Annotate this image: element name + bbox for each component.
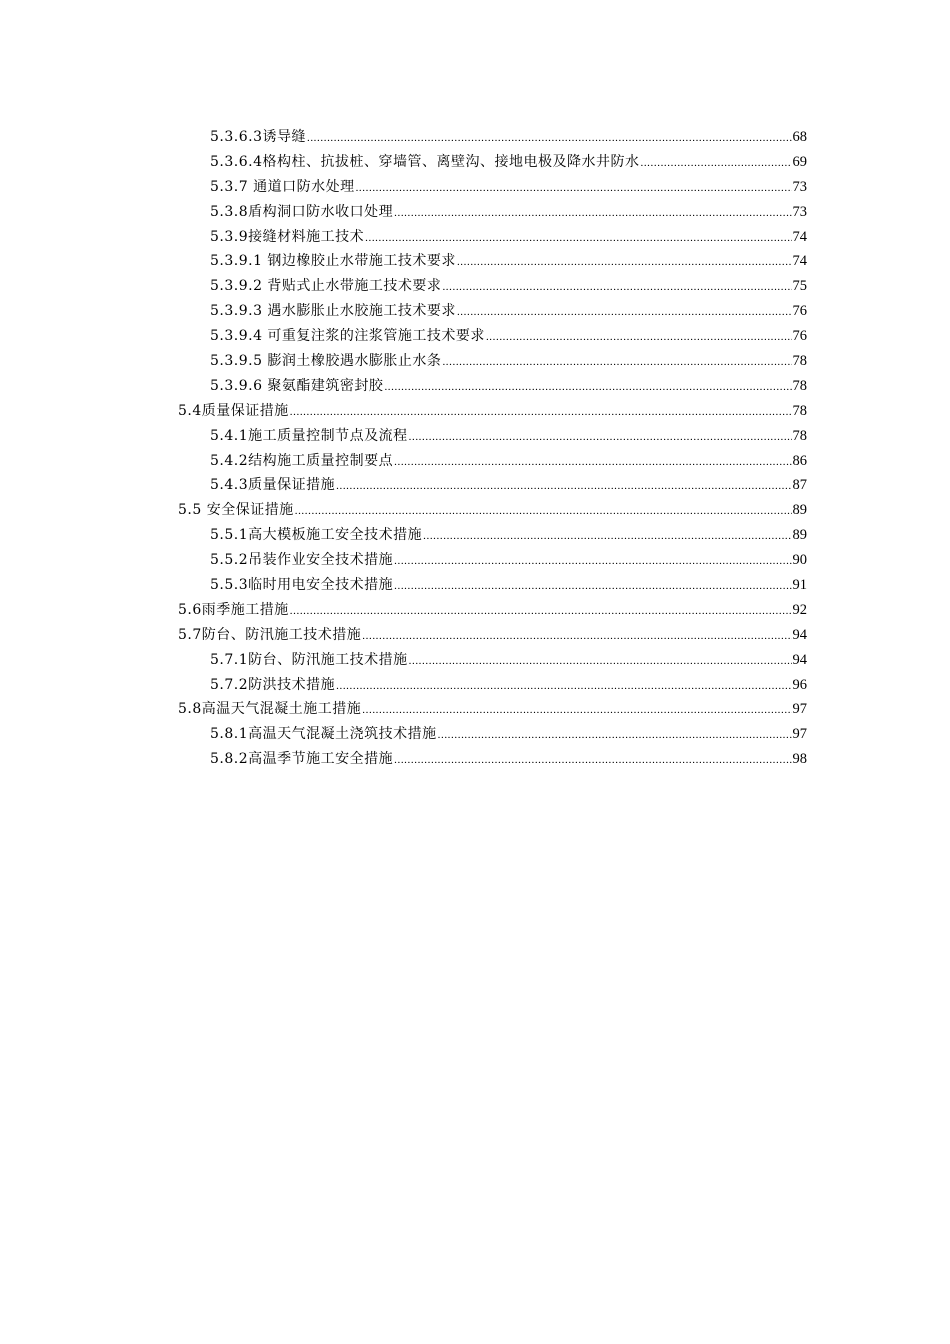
toc-entry-title: 5.3.9.2 背贴式止水带施工技术要求 bbox=[210, 278, 442, 295]
toc-entry-page-number: 69 bbox=[792, 153, 807, 170]
toc-entry-title: 5.3.6.4格构柱、抗拔桩、穿墙管、离壁沟、接地电极及降水井防水 bbox=[210, 153, 640, 170]
toc-entry-title: 5.4.3质量保证措施 bbox=[210, 477, 336, 494]
toc-entry-title: 5.8高温天气混凝土施工措施 bbox=[178, 701, 362, 718]
toc-entry[interactable] bbox=[178, 623, 807, 648]
toc-entry[interactable] bbox=[178, 399, 807, 424]
toc-entry-page-number: 78 bbox=[792, 427, 807, 444]
toc-entry[interactable] bbox=[178, 498, 807, 523]
toc-entry-page-number: 74 bbox=[792, 253, 807, 270]
toc-entry-title: 5.8.1高温天气混凝土浇筑技术措施 bbox=[210, 726, 437, 743]
toc-entry[interactable] bbox=[178, 598, 807, 623]
toc-entry-page-number: 98 bbox=[792, 751, 807, 768]
toc-dot-leader bbox=[290, 599, 792, 624]
toc-entry-title: 5.3.7 通道口防水处理 bbox=[210, 178, 355, 195]
toc-dot-leader bbox=[336, 474, 791, 499]
toc-dot-leader bbox=[442, 350, 791, 375]
toc-entry-page-number: 86 bbox=[792, 452, 807, 469]
toc-entry-title: 5.7防台、防汛施工技术措施 bbox=[178, 626, 362, 643]
toc-dot-leader bbox=[457, 250, 792, 275]
toc-entry[interactable] bbox=[178, 722, 807, 747]
toc-dot-leader bbox=[442, 275, 791, 300]
toc-dot-leader bbox=[394, 748, 791, 773]
toc-entry[interactable] bbox=[178, 449, 807, 474]
toc-entry-title: 5.3.9.3 遇水膨胀止水胶施工技术要求 bbox=[210, 303, 456, 320]
toc-entry[interactable] bbox=[178, 697, 807, 722]
toc-entry-title: 5.5.3临时用电安全技术措施 bbox=[210, 577, 394, 594]
toc-entry-title: 5.3.9.5 膨润土橡胶遇水膨胀止水条 bbox=[210, 353, 442, 370]
toc-entry[interactable] bbox=[178, 548, 807, 573]
toc-entry[interactable] bbox=[178, 424, 807, 449]
toc-entry-title: 5.5.1高大模板施工安全技术措施 bbox=[210, 527, 423, 544]
toc-entry-page-number: 73 bbox=[792, 203, 807, 220]
toc-entry-page-number: 73 bbox=[792, 178, 807, 195]
toc-entry-page-number: 76 bbox=[792, 303, 807, 320]
toc-dot-leader bbox=[409, 425, 792, 450]
toc-entry-title: 5.6雨季施工措施 bbox=[178, 601, 289, 618]
toc-entry-page-number: 89 bbox=[792, 527, 807, 544]
toc-dot-leader bbox=[290, 400, 792, 425]
toc-dot-leader bbox=[438, 723, 792, 748]
toc-dot-leader bbox=[394, 201, 791, 226]
toc-entry-title: 5.5.2吊装作业安全技术措施 bbox=[210, 552, 394, 569]
toc-dot-leader bbox=[394, 574, 791, 599]
toc-entry-title: 5.3.9.6 聚氨酯建筑密封胶 bbox=[210, 377, 384, 394]
toc-entry-title: 5.8.2高温季节施工安全措施 bbox=[210, 751, 394, 768]
toc-entry-title: 5.4.1施工质量控制节点及流程 bbox=[210, 427, 408, 444]
toc-entry[interactable] bbox=[178, 175, 807, 200]
toc-entry[interactable] bbox=[178, 473, 807, 498]
toc-entry-page-number: 74 bbox=[792, 228, 807, 245]
toc-dot-leader bbox=[640, 151, 791, 176]
toc-entry-page-number: 94 bbox=[792, 651, 807, 668]
toc-entry-page-number: 75 bbox=[792, 278, 807, 295]
toc-entry-page-number: 89 bbox=[792, 502, 807, 519]
toc-entry-page-number: 78 bbox=[792, 377, 807, 394]
toc-entry[interactable] bbox=[178, 349, 807, 374]
toc-entry[interactable] bbox=[178, 648, 807, 673]
toc-entry-page-number: 78 bbox=[792, 402, 807, 419]
toc-entry-page-number: 97 bbox=[792, 726, 807, 743]
toc-entry-page-number: 97 bbox=[792, 701, 807, 718]
toc-entry-title: 5.5 安全保证措施 bbox=[178, 502, 294, 519]
toc-dot-leader bbox=[457, 300, 792, 325]
toc-dot-leader bbox=[336, 674, 791, 699]
toc-dot-leader bbox=[362, 624, 791, 649]
toc-entry-page-number: 87 bbox=[792, 477, 807, 494]
toc-dot-leader bbox=[307, 126, 792, 151]
toc-entry-title: 5.7.1防台、防汛施工技术措施 bbox=[210, 651, 408, 668]
toc-dot-leader bbox=[356, 176, 792, 201]
toc-entry[interactable] bbox=[178, 249, 807, 274]
toc-dot-leader bbox=[365, 226, 791, 251]
toc-entry-page-number: 68 bbox=[792, 129, 807, 145]
toc-dot-leader bbox=[394, 450, 791, 475]
toc-entry-title: 5.7.2防洪技术措施 bbox=[210, 676, 336, 693]
toc-entry[interactable] bbox=[178, 374, 807, 399]
toc-entry[interactable] bbox=[178, 747, 807, 772]
toc-entry[interactable] bbox=[178, 200, 807, 225]
toc-entry-title: 5.3.9.1 钢边橡胶止水带施工技术要求 bbox=[210, 253, 456, 270]
toc-entry-title: 5.3.9接缝材料施工技术 bbox=[210, 228, 365, 245]
toc-entry-page-number: 91 bbox=[792, 577, 807, 594]
toc-dot-leader bbox=[423, 524, 791, 549]
toc-entry[interactable] bbox=[178, 274, 807, 299]
toc-entry-title: 5.3.8盾构洞口防水收口处理 bbox=[210, 203, 394, 220]
toc-entry-page-number: 94 bbox=[792, 626, 807, 643]
toc-entry[interactable] bbox=[178, 150, 807, 175]
toc-dot-leader bbox=[486, 325, 792, 350]
toc-entry-title: 5.3.6.3诱导缝 bbox=[210, 129, 306, 145]
table-of-contents bbox=[178, 125, 807, 772]
toc-entry-page-number: 96 bbox=[792, 676, 807, 693]
toc-dot-leader bbox=[384, 375, 791, 400]
toc-entry[interactable] bbox=[178, 573, 807, 598]
toc-entry[interactable] bbox=[178, 125, 807, 150]
toc-dot-leader bbox=[295, 499, 792, 524]
toc-entry-title: 5.4质量保证措施 bbox=[178, 402, 289, 419]
toc-entry[interactable] bbox=[178, 225, 807, 250]
toc-entry-title: 5.4.2结构施工质量控制要点 bbox=[210, 452, 394, 469]
toc-dot-leader bbox=[394, 549, 791, 574]
toc-entry[interactable] bbox=[178, 324, 807, 349]
toc-entry-title: 5.3.9.4 可重复注浆的注浆管施工技术要求 bbox=[210, 328, 485, 345]
toc-entry-page-number: 90 bbox=[792, 552, 807, 569]
toc-entry[interactable] bbox=[178, 673, 807, 698]
toc-dot-leader bbox=[409, 649, 792, 674]
toc-entry-page-number: 92 bbox=[792, 601, 807, 618]
toc-entry-page-number: 78 bbox=[792, 353, 807, 370]
toc-entry[interactable] bbox=[178, 523, 807, 548]
toc-dot-leader bbox=[362, 698, 791, 723]
toc-entry-page-number: 76 bbox=[792, 328, 807, 345]
toc-entry[interactable] bbox=[178, 299, 807, 324]
